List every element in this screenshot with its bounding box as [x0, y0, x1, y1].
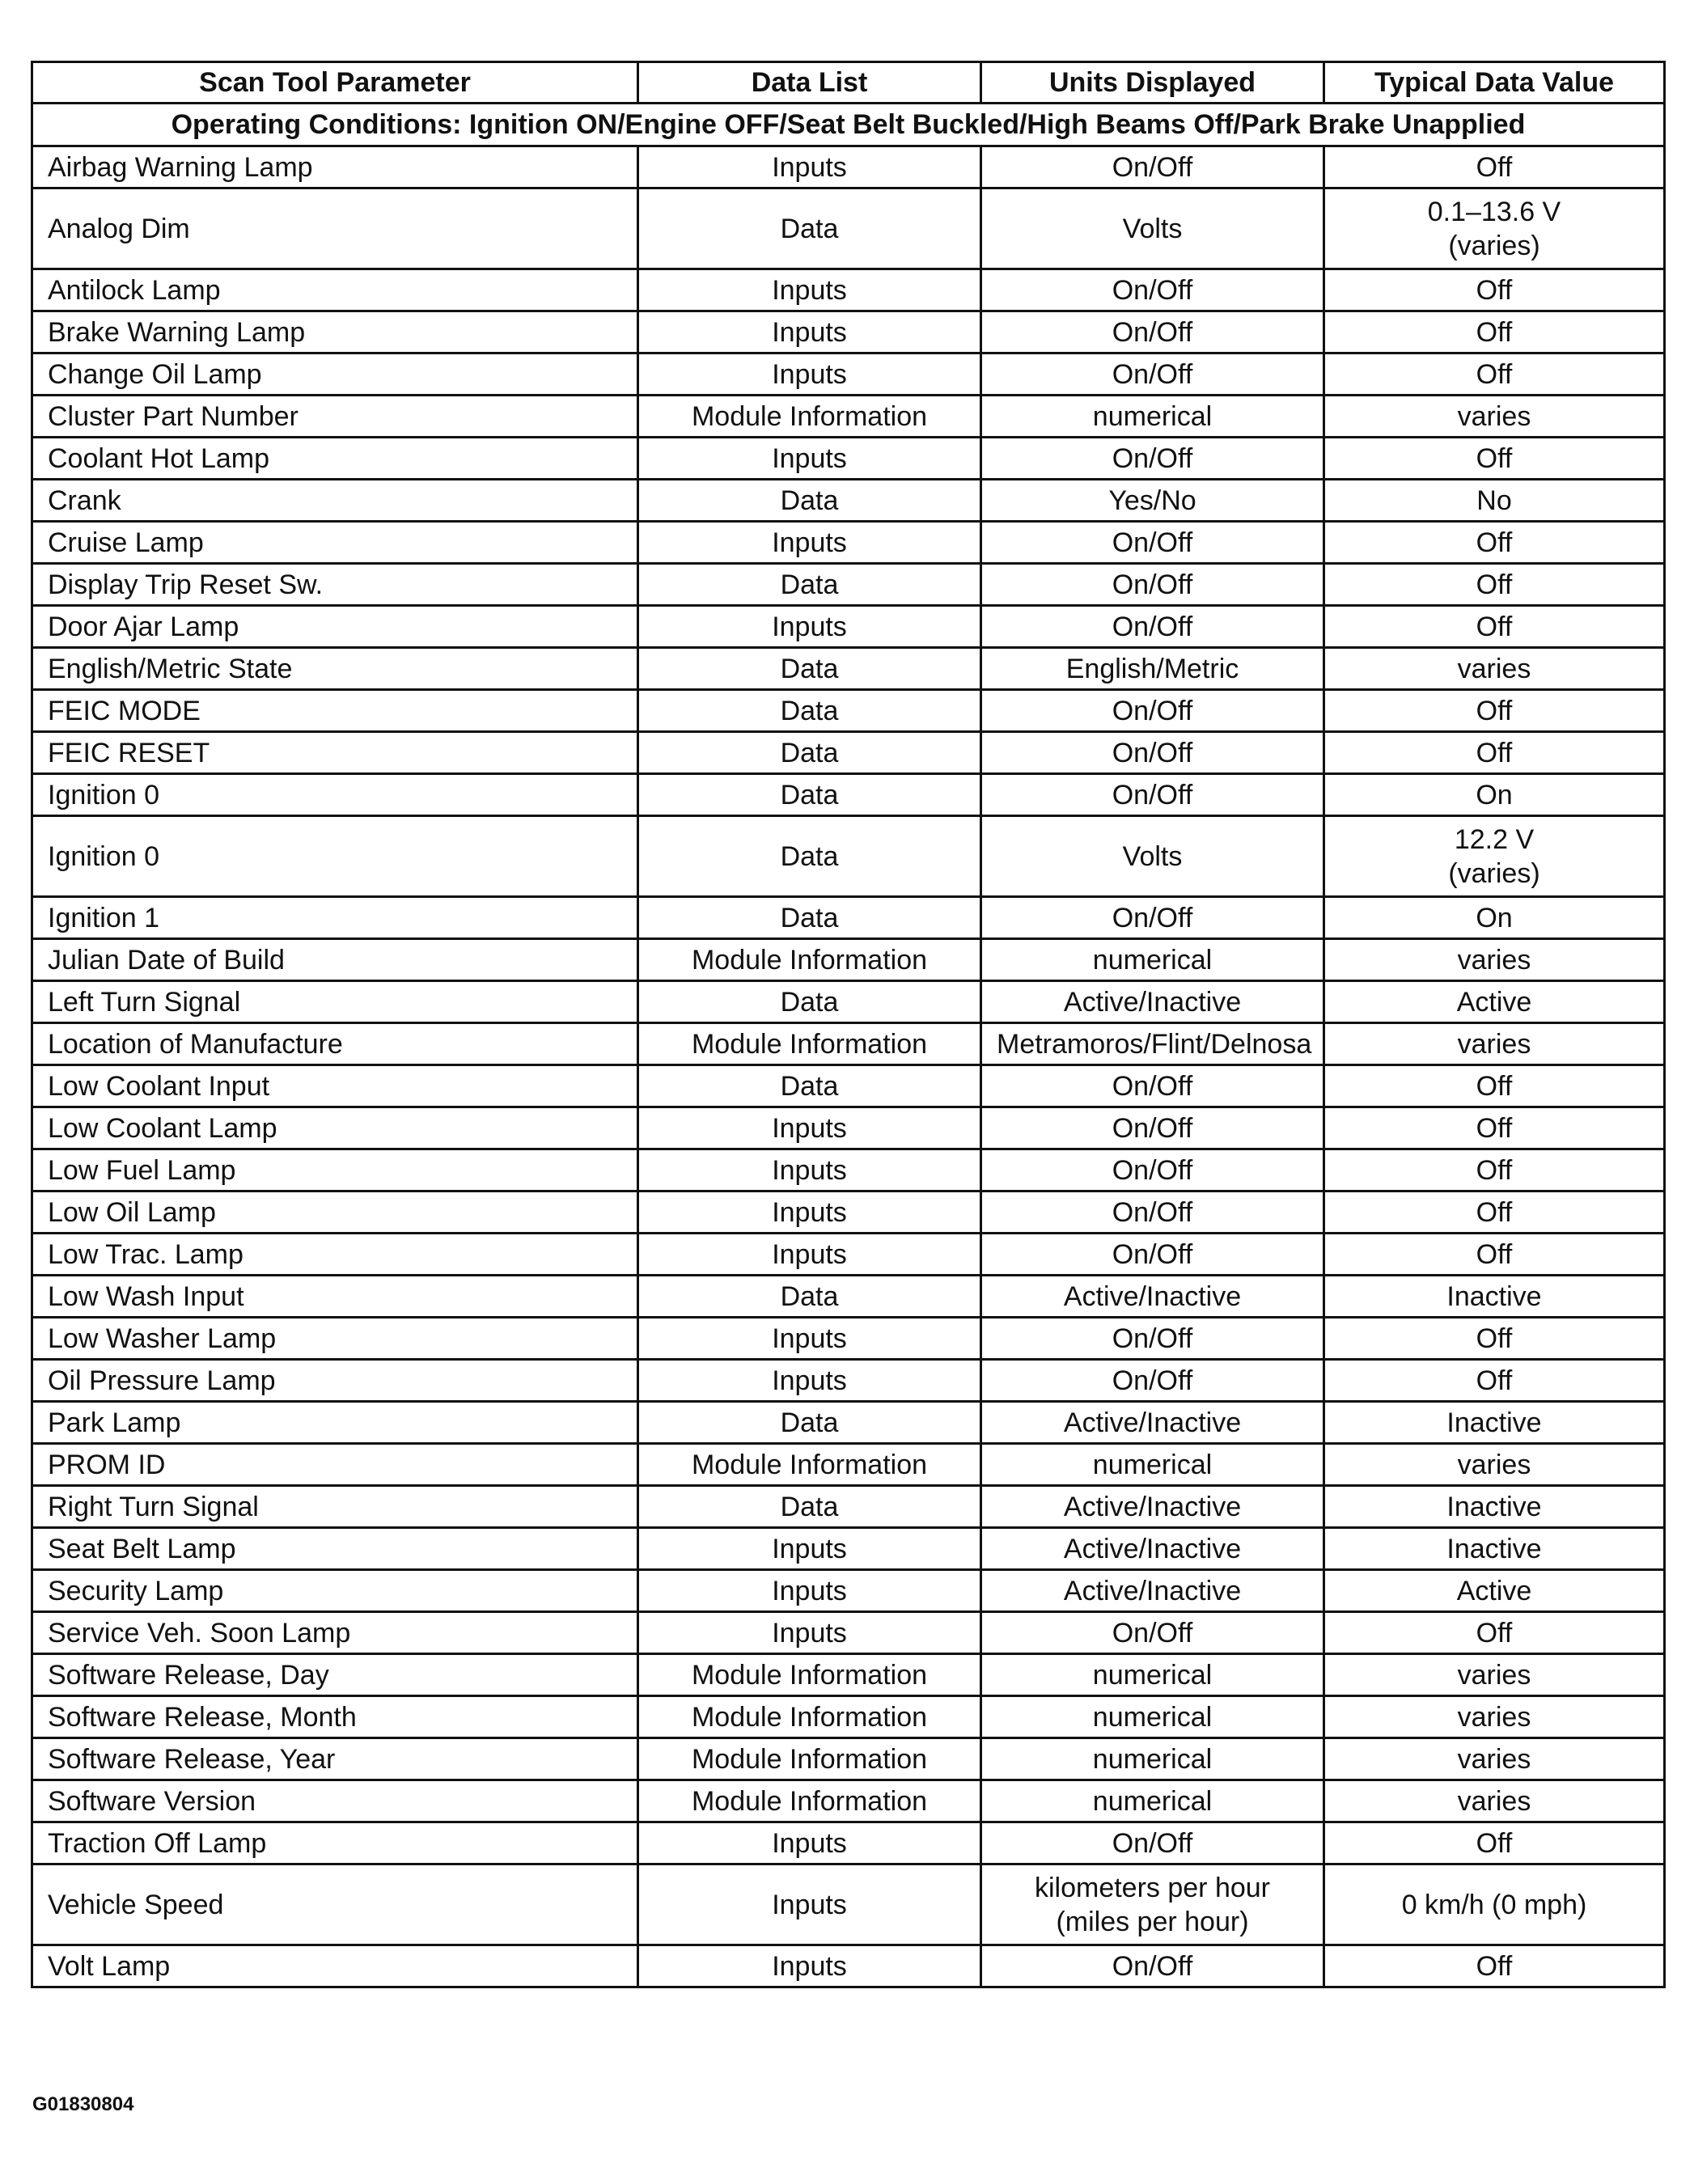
data-list-cell: Inputs: [638, 1528, 981, 1570]
units-cell: Metramoros/Flint/Delnosa: [981, 1023, 1324, 1065]
parameter-cell: FEIC RESET: [32, 732, 638, 774]
data-list-cell: Inputs: [638, 606, 981, 648]
parameter-cell: Software Release, Day: [32, 1654, 638, 1696]
table-row: [32, 146, 1665, 188]
table-row: [32, 1945, 1665, 1987]
units-cell: On/Off: [981, 897, 1324, 939]
parameter-cell: Low Coolant Lamp: [32, 1107, 638, 1149]
typical-value-cell: Inactive: [1324, 1528, 1665, 1570]
units-cell: On/Off: [981, 522, 1324, 564]
table-row: [32, 1738, 1665, 1780]
units-cell: Active/Inactive: [981, 981, 1324, 1023]
column-header-typical-value: Typical Data Value: [1324, 62, 1665, 104]
table-row: [32, 1570, 1665, 1612]
table-row: [32, 897, 1665, 939]
typical-value-cell: varies: [1324, 396, 1665, 438]
table-row: [32, 1780, 1665, 1822]
units-cell: Volts: [981, 188, 1324, 269]
data-list-cell: Inputs: [638, 1945, 981, 1987]
data-list-cell: Data: [638, 690, 981, 732]
typical-value-cell: Inactive: [1324, 1276, 1665, 1318]
units-cell: On/Off: [981, 1107, 1324, 1149]
data-list-cell: Module Information: [638, 939, 981, 981]
typical-value-cell: Off: [1324, 353, 1665, 396]
operating-conditions: Operating Conditions: Ignition ON/Engine OFF/Seat Belt Buckled/High Beams Off/Park Brake Unapplied: [32, 104, 1665, 146]
data-list-cell: Module Information: [638, 396, 981, 438]
data-list-cell: Inputs: [638, 1191, 981, 1234]
parameter-cell: Cruise Lamp: [32, 522, 638, 564]
data-list-cell: Inputs: [638, 1822, 981, 1864]
units-cell: Active/Inactive: [981, 1402, 1324, 1444]
table-row: [32, 1276, 1665, 1318]
table-row: [32, 1360, 1665, 1402]
typical-value-cell: 0.1–13.6 V (varies): [1324, 188, 1665, 269]
units-cell: numerical: [981, 1654, 1324, 1696]
scan-tool-data-table: [31, 61, 1666, 1988]
table-row: [32, 1107, 1665, 1149]
parameter-cell: FEIC MODE: [32, 690, 638, 732]
table-row: [32, 480, 1665, 522]
data-list-cell: Inputs: [638, 1612, 981, 1654]
parameter-cell: Antilock Lamp: [32, 269, 638, 311]
data-list-cell: Inputs: [638, 1149, 981, 1191]
typical-value-cell: varies: [1324, 1780, 1665, 1822]
table-row: [32, 1696, 1665, 1738]
parameter-cell: Vehicle Speed: [32, 1864, 638, 1945]
parameter-cell: Change Oil Lamp: [32, 353, 638, 396]
parameter-cell: Julian Date of Build: [32, 939, 638, 981]
typical-value-cell: 12.2 V (varies): [1324, 816, 1665, 897]
table-row: [32, 939, 1665, 981]
table-row: [32, 1149, 1665, 1191]
typical-value-cell: Off: [1324, 1234, 1665, 1276]
units-cell: Active/Inactive: [981, 1528, 1324, 1570]
typical-value-cell: Off: [1324, 606, 1665, 648]
table-row: [32, 648, 1665, 690]
data-list-cell: Data: [638, 1276, 981, 1318]
parameter-cell: Display Trip Reset Sw.: [32, 564, 638, 606]
typical-value-cell: varies: [1324, 1696, 1665, 1738]
typical-value-cell: Off: [1324, 1822, 1665, 1864]
table-row: [32, 522, 1665, 564]
table-row: [32, 311, 1665, 353]
table-row: [32, 396, 1665, 438]
parameter-cell: Crank: [32, 480, 638, 522]
parameter-cell: Software Version: [32, 1780, 638, 1822]
table-row: [32, 353, 1665, 396]
parameter-cell: PROM ID: [32, 1444, 638, 1486]
typical-value-cell: On: [1324, 897, 1665, 939]
typical-value-cell: varies: [1324, 1023, 1665, 1065]
parameter-cell: Service Veh. Soon Lamp: [32, 1612, 638, 1654]
table-row: [32, 1402, 1665, 1444]
data-list-cell: Inputs: [638, 311, 981, 353]
data-list-cell: Data: [638, 981, 981, 1023]
parameter-cell: Left Turn Signal: [32, 981, 638, 1023]
table-row: [32, 1191, 1665, 1234]
parameter-cell: Low Oil Lamp: [32, 1191, 638, 1234]
units-cell: Volts: [981, 816, 1324, 897]
data-list-cell: Inputs: [638, 1570, 981, 1612]
typical-value-cell: Off: [1324, 311, 1665, 353]
data-list-cell: Inputs: [638, 1360, 981, 1402]
units-cell: On/Off: [981, 1822, 1324, 1864]
units-cell: numerical: [981, 1696, 1324, 1738]
units-cell: On/Off: [981, 1149, 1324, 1191]
units-cell: On/Off: [981, 146, 1324, 188]
table-row: [32, 1444, 1665, 1486]
data-list-cell: Data: [638, 1486, 981, 1528]
table-row: [32, 1612, 1665, 1654]
table-row: [32, 1065, 1665, 1107]
parameter-cell: Seat Belt Lamp: [32, 1528, 638, 1570]
typical-value-cell: varies: [1324, 939, 1665, 981]
typical-value-cell: varies: [1324, 648, 1665, 690]
typical-value-cell: Off: [1324, 1360, 1665, 1402]
units-cell: numerical: [981, 396, 1324, 438]
table-row: [32, 564, 1665, 606]
parameter-cell: Analog Dim: [32, 188, 638, 269]
typical-value-cell: Inactive: [1324, 1402, 1665, 1444]
parameter-cell: Low Washer Lamp: [32, 1318, 638, 1360]
data-list-cell: Data: [638, 897, 981, 939]
data-list-cell: Module Information: [638, 1738, 981, 1780]
data-list-cell: Data: [638, 564, 981, 606]
units-cell: numerical: [981, 1444, 1324, 1486]
units-cell: Active/Inactive: [981, 1486, 1324, 1528]
parameter-cell: Ignition 0: [32, 816, 638, 897]
column-header-data-list: Data List: [638, 62, 981, 104]
typical-value-cell: Off: [1324, 522, 1665, 564]
table-row: [32, 1528, 1665, 1570]
data-list-cell: Data: [638, 732, 981, 774]
parameter-cell: Traction Off Lamp: [32, 1822, 638, 1864]
data-list-cell: Module Information: [638, 1696, 981, 1738]
parameter-cell: Coolant Hot Lamp: [32, 438, 638, 480]
typical-value-cell: Active: [1324, 981, 1665, 1023]
parameter-cell: Brake Warning Lamp: [32, 311, 638, 353]
data-list-cell: Inputs: [638, 1107, 981, 1149]
units-cell: kilometers per hour (miles per hour): [981, 1864, 1324, 1945]
table-row: [32, 774, 1665, 816]
units-cell: numerical: [981, 1738, 1324, 1780]
data-list-cell: Data: [638, 1402, 981, 1444]
data-list-cell: Inputs: [638, 1318, 981, 1360]
typical-value-cell: Off: [1324, 564, 1665, 606]
units-cell: On/Off: [981, 353, 1324, 396]
table-row: [32, 981, 1665, 1023]
table-row: [32, 1822, 1665, 1864]
typical-value-cell: varies: [1324, 1738, 1665, 1780]
units-cell: On/Off: [981, 606, 1324, 648]
typical-value-cell: Off: [1324, 1149, 1665, 1191]
table-row: [32, 438, 1665, 480]
table-row: [32, 1486, 1665, 1528]
parameter-cell: Software Release, Month: [32, 1696, 638, 1738]
parameter-cell: Oil Pressure Lamp: [32, 1360, 638, 1402]
typical-value-cell: Off: [1324, 1065, 1665, 1107]
typical-value-cell: No: [1324, 480, 1665, 522]
data-list-cell: Data: [638, 648, 981, 690]
data-list-cell: Data: [638, 774, 981, 816]
table-row: [32, 816, 1665, 897]
data-list-cell: Inputs: [638, 353, 981, 396]
data-list-cell: Inputs: [638, 1234, 981, 1276]
units-cell: On/Off: [981, 1234, 1324, 1276]
typical-value-cell: Off: [1324, 1945, 1665, 1987]
units-cell: On/Off: [981, 690, 1324, 732]
parameter-cell: Park Lamp: [32, 1402, 638, 1444]
table-row: [32, 269, 1665, 311]
table-row: [32, 1318, 1665, 1360]
units-cell: Active/Inactive: [981, 1570, 1324, 1612]
data-list-cell: Module Information: [638, 1654, 981, 1696]
table-row: [32, 1864, 1665, 1945]
parameter-cell: Low Fuel Lamp: [32, 1149, 638, 1191]
parameter-cell: Door Ajar Lamp: [32, 606, 638, 648]
table-row: [32, 690, 1665, 732]
units-cell: Yes/No: [981, 480, 1324, 522]
data-list-cell: Module Information: [638, 1444, 981, 1486]
data-list-cell: Inputs: [638, 269, 981, 311]
data-list-cell: Module Information: [638, 1780, 981, 1822]
parameter-cell: Right Turn Signal: [32, 1486, 638, 1528]
parameter-cell: Low Coolant Input: [32, 1065, 638, 1107]
typical-value-cell: Off: [1324, 1107, 1665, 1149]
typical-value-cell: Off: [1324, 690, 1665, 732]
table-row: [32, 732, 1665, 774]
data-list-cell: Data: [638, 188, 981, 269]
typical-value-cell: Inactive: [1324, 1486, 1665, 1528]
units-cell: On/Off: [981, 1191, 1324, 1234]
parameter-cell: Ignition 1: [32, 897, 638, 939]
typical-value-cell: Off: [1324, 732, 1665, 774]
data-list-cell: Inputs: [638, 438, 981, 480]
typical-value-cell: varies: [1324, 1444, 1665, 1486]
operating-conditions-row: [32, 104, 1665, 146]
data-list-cell: Data: [638, 816, 981, 897]
units-cell: On/Off: [981, 1065, 1324, 1107]
scan-tool-data-table-container: [31, 61, 1663, 1988]
parameter-cell: Low Trac. Lamp: [32, 1234, 638, 1276]
units-cell: On/Off: [981, 1612, 1324, 1654]
table-row: [32, 188, 1665, 269]
table-row: [32, 1023, 1665, 1065]
parameter-cell: Ignition 0: [32, 774, 638, 816]
typical-value-cell: Off: [1324, 269, 1665, 311]
data-list-cell: Inputs: [638, 522, 981, 564]
units-cell: On/Off: [981, 774, 1324, 816]
units-cell: On/Off: [981, 311, 1324, 353]
parameter-cell: Airbag Warning Lamp: [32, 146, 638, 188]
units-cell: On/Off: [981, 564, 1324, 606]
typical-value-cell: Off: [1324, 1318, 1665, 1360]
table-row: [32, 606, 1665, 648]
data-list-cell: Module Information: [638, 1023, 981, 1065]
parameter-cell: English/Metric State: [32, 648, 638, 690]
table-body: [32, 104, 1665, 1987]
units-cell: On/Off: [981, 1945, 1324, 1987]
parameter-cell: Location of Manufacture: [32, 1023, 638, 1065]
units-cell: English/Metric: [981, 648, 1324, 690]
units-cell: On/Off: [981, 1360, 1324, 1402]
parameter-cell: Low Wash Input: [32, 1276, 638, 1318]
typical-value-cell: Off: [1324, 438, 1665, 480]
table-row: [32, 1234, 1665, 1276]
data-list-cell: Data: [638, 480, 981, 522]
units-cell: numerical: [981, 939, 1324, 981]
data-list-cell: Inputs: [638, 146, 981, 188]
units-cell: Active/Inactive: [981, 1276, 1324, 1318]
typical-value-cell: Off: [1324, 1612, 1665, 1654]
figure-code: G01830804: [32, 2093, 134, 2115]
units-cell: On/Off: [981, 1318, 1324, 1360]
parameter-cell: Volt Lamp: [32, 1945, 638, 1987]
typical-value-cell: 0 km/h (0 mph): [1324, 1864, 1665, 1945]
typical-value-cell: Off: [1324, 1191, 1665, 1234]
typical-value-cell: varies: [1324, 1654, 1665, 1696]
typical-value-cell: On: [1324, 774, 1665, 816]
units-cell: On/Off: [981, 438, 1324, 480]
column-header-parameter: Scan Tool Parameter: [32, 62, 638, 104]
parameter-cell: Cluster Part Number: [32, 396, 638, 438]
column-header-units: Units Displayed: [981, 62, 1324, 104]
table-header-row: [32, 62, 1665, 104]
units-cell: numerical: [981, 1780, 1324, 1822]
units-cell: On/Off: [981, 269, 1324, 311]
units-cell: On/Off: [981, 732, 1324, 774]
data-list-cell: Inputs: [638, 1864, 981, 1945]
typical-value-cell: Off: [1324, 146, 1665, 188]
table-row: [32, 1654, 1665, 1696]
typical-value-cell: Active: [1324, 1570, 1665, 1612]
data-list-cell: Data: [638, 1065, 981, 1107]
parameter-cell: Software Release, Year: [32, 1738, 638, 1780]
parameter-cell: Security Lamp: [32, 1570, 638, 1612]
